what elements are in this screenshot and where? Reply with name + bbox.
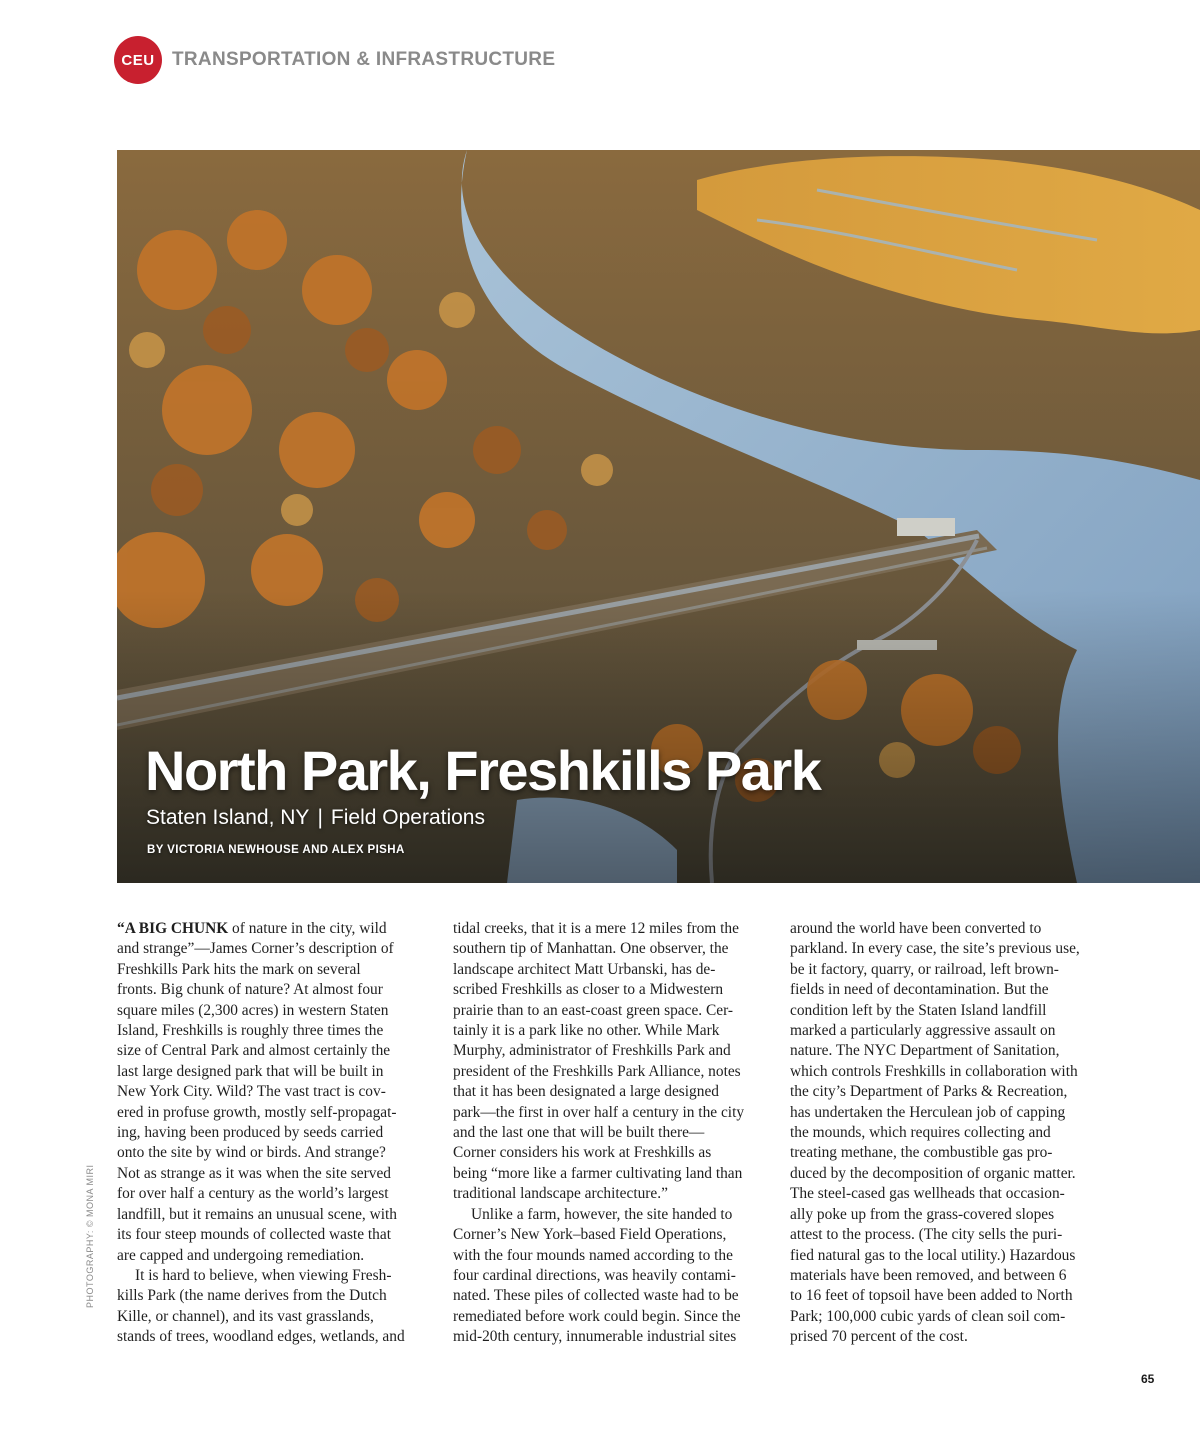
text-line: Unlike a farm, however, the site handed to (471, 1205, 733, 1223)
subtitle-separator: | (317, 806, 323, 829)
lead-in: “A BIG CHUNK (117, 920, 229, 937)
byline: BY VICTORIA NEWHOUSE AND ALEX PISHA (147, 844, 405, 856)
text-line: ally poke up from the grass-covered slopes (790, 1205, 1055, 1223)
text-line: around the world have been converted to (790, 920, 1042, 937)
section-header (114, 36, 555, 84)
text-line: southern tip of Manhattan. One observer, the (453, 940, 729, 958)
text-line: tidal creeks, that it is a mere 12 miles from the (453, 920, 739, 937)
section-title: TRANSPORTATION & INFRASTRUCTURE (172, 49, 556, 70)
text-line: kills Park (the name derives from the Dutch (117, 1287, 387, 1305)
text-line: It is hard to believe, when viewing Fresh- (135, 1266, 392, 1284)
text-line: square miles (2,300 acres) in western Staten (117, 1001, 389, 1019)
text-line: landscape architect Matt Urbanski, has de- (453, 960, 716, 978)
text-line: condition left by the Staten Island landfill (790, 1001, 1047, 1019)
text-line: onto the site by wind or birds. And strange? (117, 1144, 386, 1162)
article-column-1 (117, 919, 435, 1348)
text-line: New York City. Wild? The vast tract is cov- (117, 1083, 386, 1101)
text-line: ing, having been produced by seeds carried (117, 1124, 384, 1142)
hero-photo (117, 150, 1200, 883)
text-line: which controls Freshkills in collaboration with (790, 1062, 1078, 1080)
text-line: be it factory, quarry, or railroad, left brown- (790, 960, 1059, 978)
text-line: materials have been removed, and between 6 (790, 1266, 1067, 1284)
text-line: Freshkills Park hits the mark on several (117, 960, 361, 978)
text-line: remediated before work could begin. Since the (453, 1307, 741, 1325)
firm-label: Field Operations (330, 806, 485, 829)
text-line: parkland. In every case, the site’s previous use, (790, 940, 1080, 958)
article-column-3 (790, 919, 1108, 1348)
text-line: has undertaken the Herculean job of capping (790, 1103, 1066, 1121)
text-line: Corner considers his work at Freshkills as (453, 1144, 712, 1162)
text-line: its four steep mounds of collected waste that (117, 1226, 391, 1244)
text-line: fronts. Big chunk of nature? At almost four (117, 981, 383, 999)
photo-credit: PHOTOGRAPHY: © MONA MIRI (85, 1164, 95, 1308)
article-title: North Park, Freshkills Park (145, 739, 821, 802)
text-line: duced by the decomposition of organic matter. (790, 1164, 1076, 1182)
text-line: attest to the process. (The city sells the puri- (790, 1226, 1063, 1244)
text-line: landfill, but it remains an unusual scene, with (117, 1205, 397, 1223)
text-line: mid-20th century, innumerable industrial sites (453, 1328, 737, 1346)
text-line: stands of trees, woodland edges, wetlands, and (117, 1328, 405, 1346)
text-line: fields in need of decontamination. But the (790, 981, 1049, 999)
article-column-2 (453, 919, 771, 1348)
text-line: prised 70 percent of the cost. (790, 1328, 968, 1346)
text-line: that it has been designated a large designed (453, 1083, 719, 1101)
text-line: nated. These piles of collected waste had to be (453, 1287, 739, 1305)
text-line: the mounds, which requires collecting and (790, 1124, 1051, 1142)
text-line: Not as strange as it was when the site served (117, 1164, 391, 1182)
text-line: to 16 feet of topsoil have been added to North (790, 1287, 1073, 1305)
text-line: tainly it is a park like no other. While Mark (453, 1022, 720, 1040)
text-line: four cardinal directions, was heavily contami- (453, 1266, 736, 1284)
text-line: Park; 100,000 cubic yards of clean soil com- (790, 1307, 1066, 1325)
text-line: prairie than to an east-coast green space. Cer- (453, 1001, 734, 1019)
text-line: last large designed park that will be built in (117, 1062, 384, 1080)
text-line: and strange”—James Corner’s description of (117, 940, 394, 958)
text-line: treating methane, the combustible gas pro- (790, 1144, 1053, 1162)
text-line: marked a particularly aggressive assault on (790, 1022, 1056, 1040)
text-line: Corner’s New York–based Field Operations, (453, 1226, 727, 1244)
text-line: Island, Freshkills is roughly three times the (117, 1022, 384, 1040)
text-line: Kille, or channel), and its vast grasslands, (117, 1307, 374, 1325)
text-line: nature. The NYC Department of Sanitation, (790, 1042, 1060, 1060)
text-line: “A BIG CHUNK of nature in the city, wild (117, 920, 387, 937)
text-line: ered in profuse growth, mostly self-propagat- (117, 1103, 397, 1121)
text-line: scribed Freshkills as closer to a Midwestern (453, 981, 724, 999)
text-line: are capped and undergoing remediation. (117, 1246, 365, 1264)
article-subtitle (146, 806, 485, 830)
text-line: president of the Freshkills Park Alliance, notes (453, 1062, 741, 1080)
location-label: Staten Island, NY (146, 806, 310, 829)
text-line: the city’s Department of Parks & Recreation, (790, 1083, 1068, 1101)
text-line: The steel-cased gas wellheads that occasion- (790, 1185, 1065, 1203)
text-line: park—the first in over half a century in the city (453, 1103, 745, 1121)
text-line: and the last one that will be built there— (453, 1124, 705, 1142)
page-number: 65 (1141, 1372, 1155, 1386)
ceu-badge: CEU (114, 36, 162, 84)
text-line: being “more like a farmer cultivating land than (453, 1164, 743, 1182)
text-line: Murphy, administrator of Freshkills Park and (453, 1042, 731, 1060)
text-line: with the four mounds named according to the (453, 1246, 733, 1264)
text-line: size of Central Park and almost certainly the (117, 1042, 391, 1060)
text-line: fied natural gas to the local utility.) Hazardous (790, 1246, 1076, 1264)
text-line: for over half a century as the world’s largest (117, 1185, 389, 1203)
text-line: traditional landscape architecture.” (453, 1185, 668, 1203)
